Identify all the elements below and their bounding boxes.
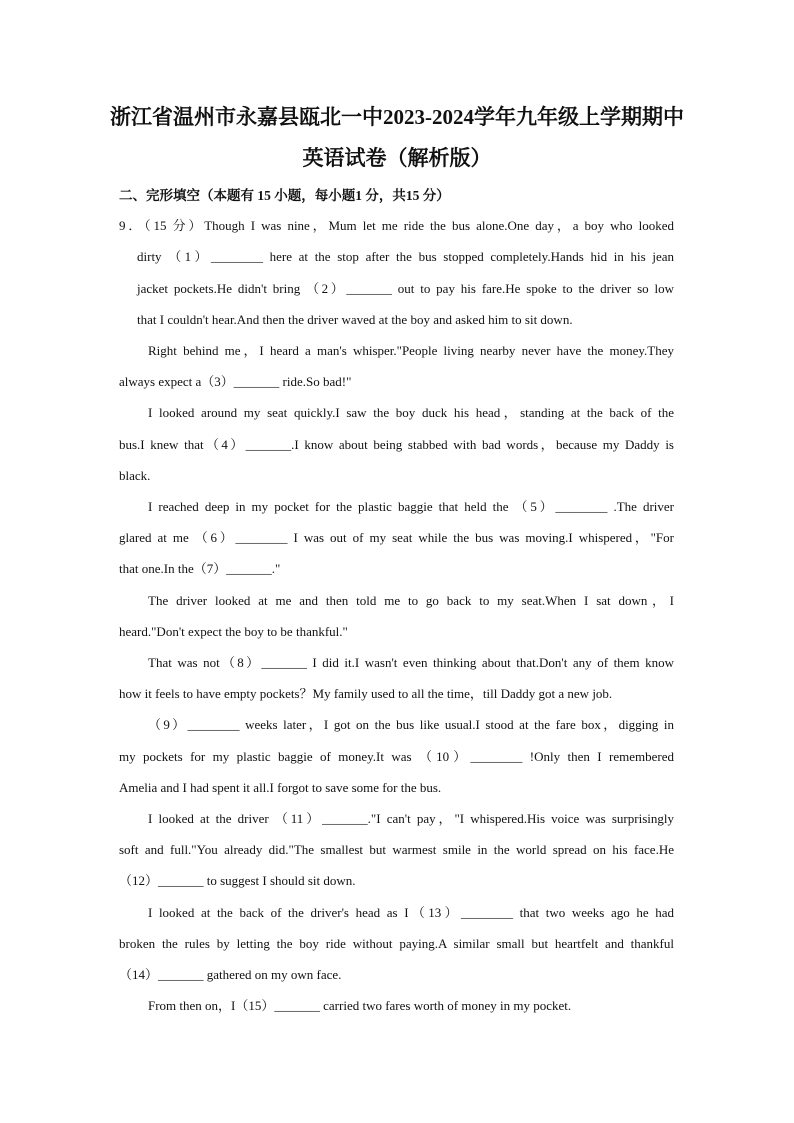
text-line: The driver looked at me and then told me to go back to my seat.When I sat down，I — [148, 593, 674, 608]
section-heading: 二、完形填空（本题有 15 小题，每小题1 分，共15 分） — [119, 188, 450, 203]
text-line: bus.I knew that（4）_______.I know about being stabbed with bad words，because my Daddy is — [119, 437, 674, 452]
text-line: jacket pockets.He didn't bring （2）_______ out to pay his fare.He spoke to the driver so low — [137, 281, 674, 296]
text-line: broken the rules by letting the boy ride without paying.A similar small but heartfelt and thankful — [119, 936, 674, 951]
text-line: I looked at the driver （11）_______."I can't pay，"I whispered.His voice was surprisingly — [148, 811, 674, 826]
text-line: heard."Don't expect the boy to be thankful." — [119, 624, 348, 639]
text-line: my pockets for my plastic baggie of money.It was （10）________ !Only then I remembered — [119, 749, 674, 764]
text-line: That was not（8）_______ I did it.I wasn't even thinking about that.Don't any of them know — [148, 655, 674, 670]
text-line: glared at me （6）________ I was out of my seat while the bus was moving.I whispered，"For — [119, 530, 674, 545]
document-title-line-1: 浙江省温州市永嘉县瓯北一中2023-2024学年九年级上学期期中 — [110, 105, 684, 129]
document-title-line-2: 英语试卷（解析版） — [302, 146, 492, 170]
text-line: （12）_______ to suggest I should sit down. — [119, 873, 356, 888]
text-line: soft and full."You already did."The smallest but warmest smile in the world spread on his face.He — [119, 842, 674, 857]
text-line: I looked at the back of the driver's head as I（13）________ that two weeks ago he had — [148, 905, 674, 920]
text-line: dirty （1）________ here at the stop after the bus stopped completely.Hands hid in his jean — [137, 249, 674, 264]
text-line: always expect a（3）_______ ride.So bad!" — [119, 374, 352, 389]
text-line: that one.In the（7）_______." — [119, 561, 281, 576]
text-line: black. — [119, 468, 151, 483]
text-line: Right behind me，I heard a man's whisper."People living nearby never have the money.They — [148, 343, 674, 358]
text-line: how it feels to have empty pockets？My family used to all the time，till Daddy got a new job. — [119, 686, 613, 701]
text-line: I looked around my seat quickly.I saw the boy duck his head，standing at the back of the — [148, 405, 674, 420]
text-line: Amelia and I had spent it all.I forgot to save some for the bus. — [119, 780, 442, 795]
text-line: From then on，I（15）_______ carried two fares worth of money in my pocket. — [148, 998, 572, 1013]
text-line: that I couldn't hear.And then the driver waved at the boy and asked him to sit down. — [137, 312, 573, 327]
text-line: （14）_______ gathered on my own face. — [119, 967, 342, 982]
text-line: I reached deep in my pocket for the plastic baggie that held the （5）________ .The driver — [148, 499, 674, 514]
text-line: （9）________ weeks later，I got on the bus like usual.I stood at the fare box，digging in — [148, 717, 674, 732]
text-line: 9．（15 分）Though I was nine，Mum let me ride the bus alone.One day，a boy who looked — [119, 218, 674, 233]
